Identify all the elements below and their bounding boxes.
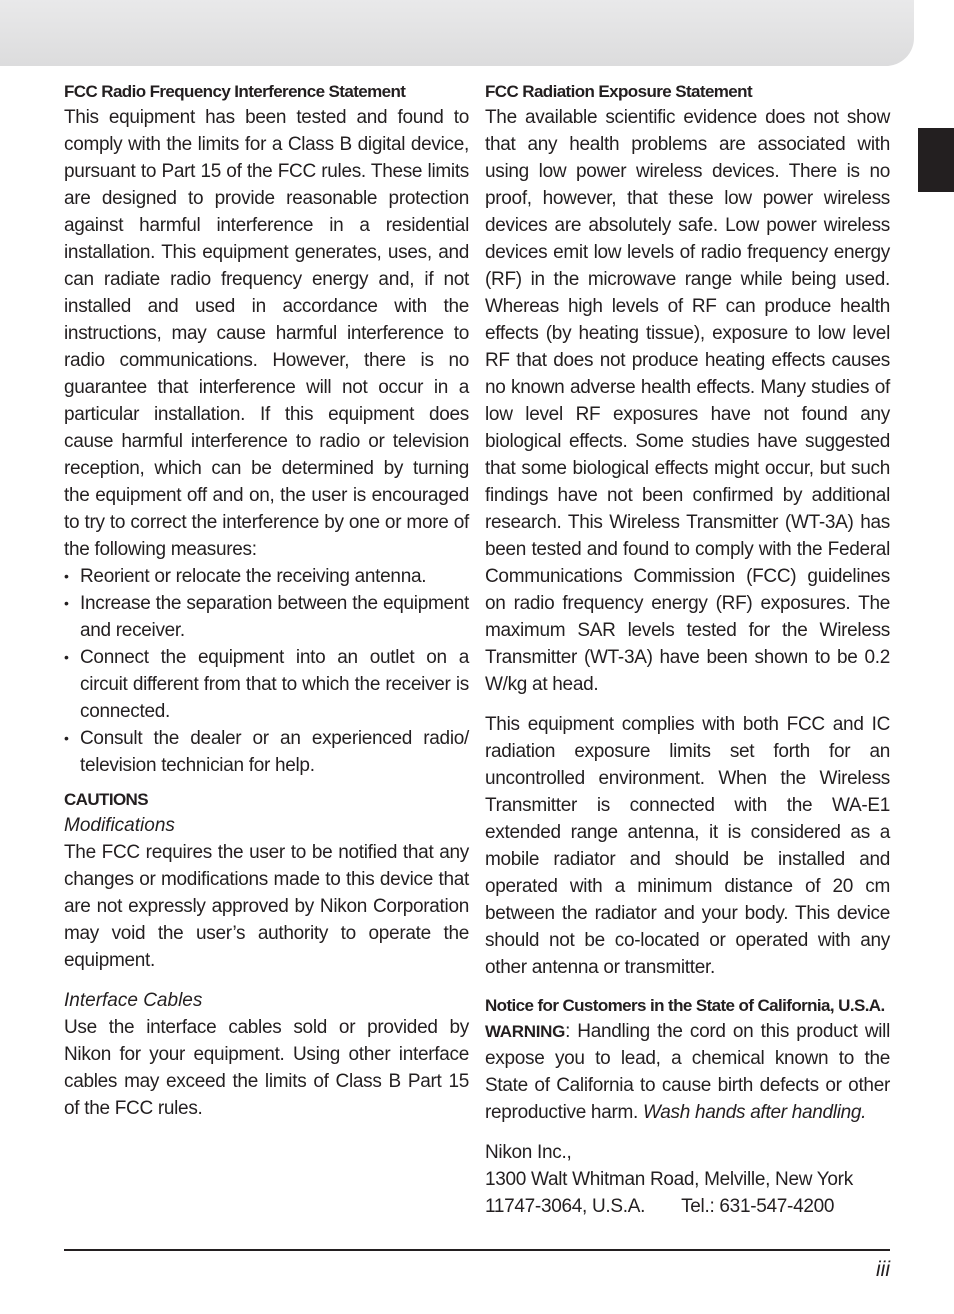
warning-label: WARNING (485, 1022, 566, 1041)
interface-cables-heading: Interface Cables (64, 990, 203, 1011)
company-name: Nikon Inc., (485, 1142, 572, 1163)
zip-country: 11747-3064, U.S.A. (485, 1196, 646, 1217)
list-item: • Consult the dealer or an experienced radio/ television technician for help. (64, 725, 469, 779)
fcc-interference-heading: FCC Radio Frequency Interference Statement (64, 82, 406, 101)
page-number: iii (876, 1258, 890, 1281)
left-column (64, 80, 469, 1122)
list-item: • Reorient or relocate the receiving antenna. (64, 563, 469, 590)
cautions-heading: CAUTIONS (64, 790, 148, 809)
compliance-paragraph: This equipment complies with both FCC and IC radiation exposure limits set forth for an uncontrolled environment. When the Wireless Transmitter is connected with the WA-E1 extended range antenna, it is considered as a mobile radiator and should be installed and operated with a minimum distance of 20 cm between the radiator and your body. This device should not be co-located or operated with any other antenna or transmitter. (485, 714, 890, 978)
interface-cables-paragraph: Use the interface cables sold or provided by Nikon for your equipment. Using other interface cables may exceed the limits of Class B Part 15 of the FCC rules. (64, 1017, 469, 1119)
radiation-exposure-heading: FCC Radiation Exposure Statement (485, 82, 753, 101)
warning-emphasis: Wash hands after handling. (642, 1102, 867, 1123)
modifications-paragraph: The FCC requires the user to be notified that any changes or modifications made to this device that are not expressly approved by Nikon Corporation may void the user’s authority to operate the equipment. (64, 842, 469, 971)
measures-list (64, 563, 469, 779)
modifications-heading: Modifications (64, 815, 175, 836)
section-tab-marker (918, 128, 954, 192)
right-column (485, 80, 890, 1220)
radiation-exposure-paragraph: The available scientific evidence does not show that any health problems are associated with using low power wireless devices. There is no proof, however, that these low power wireless devices are absolutely safe. Low power wireless devices emit low levels of radio frequency energy (RF) in the microwave range while being used. Whereas high levels of RF can produce health effects (by heating tissue), exposure to low level RF that does not produce heating effects causes no known adverse health effects. Many studies of low level RF exposures have not found any biological effects. Some studies have suggested that some biological effects might occur, but such findings have not been confirmed by additional research. This Wireless Transmitter (WT-3A) has been tested and found to comply with the Federal Communications Commission (FCC) guidelines on radio frequency energy (RF) exposures. The maximum SAR levels tested for the Wireless Transmitter (WT-3A) have been shown to be 0.2 W/kg at head. (485, 107, 890, 695)
list-item: • Connect the equipment into an outlet on a circuit different from that to which the receiver is connected. (64, 644, 469, 725)
california-notice-heading: Notice for Customers in the State of California, U.S.A. (485, 996, 885, 1015)
header-band (0, 0, 914, 66)
footer-rule (64, 1249, 890, 1251)
warning-text: : Handling the cord on this product will expose you to lead, a chemical known to the State of California to cause birth defects or other reproductive harm. (485, 1021, 890, 1123)
list-item: • Increase the separation between the equipment and receiver. (64, 590, 469, 644)
california-warning-paragraph (485, 1018, 890, 1126)
company-address: 1300 Walt Whitman Road, Melville, New York (485, 1169, 853, 1190)
fcc-interference-paragraph: This equipment has been tested and found to comply with the limits for a Class B digital device, pursuant to Part 15 of the FCC rules. These limits are designed to provide reasonable protection against harmful interference in a residential installation. This equipment generates, uses, and can radiate radio frequency energy and, if not installed and used in accordance with the instructions, may cause harmful interference to radio communications. However, there is no guarantee that interference will not occur in a particular installation. If this equipment does cause harmful interference to radio or television reception, which can be determined by turning the equipment off and on, the user is encouraged to try to correct the interference by one or more of the following measures: (64, 107, 469, 560)
telephone: Tel.: 631-547-4200 (681, 1196, 835, 1217)
company-zip-and-phone (485, 1193, 890, 1220)
